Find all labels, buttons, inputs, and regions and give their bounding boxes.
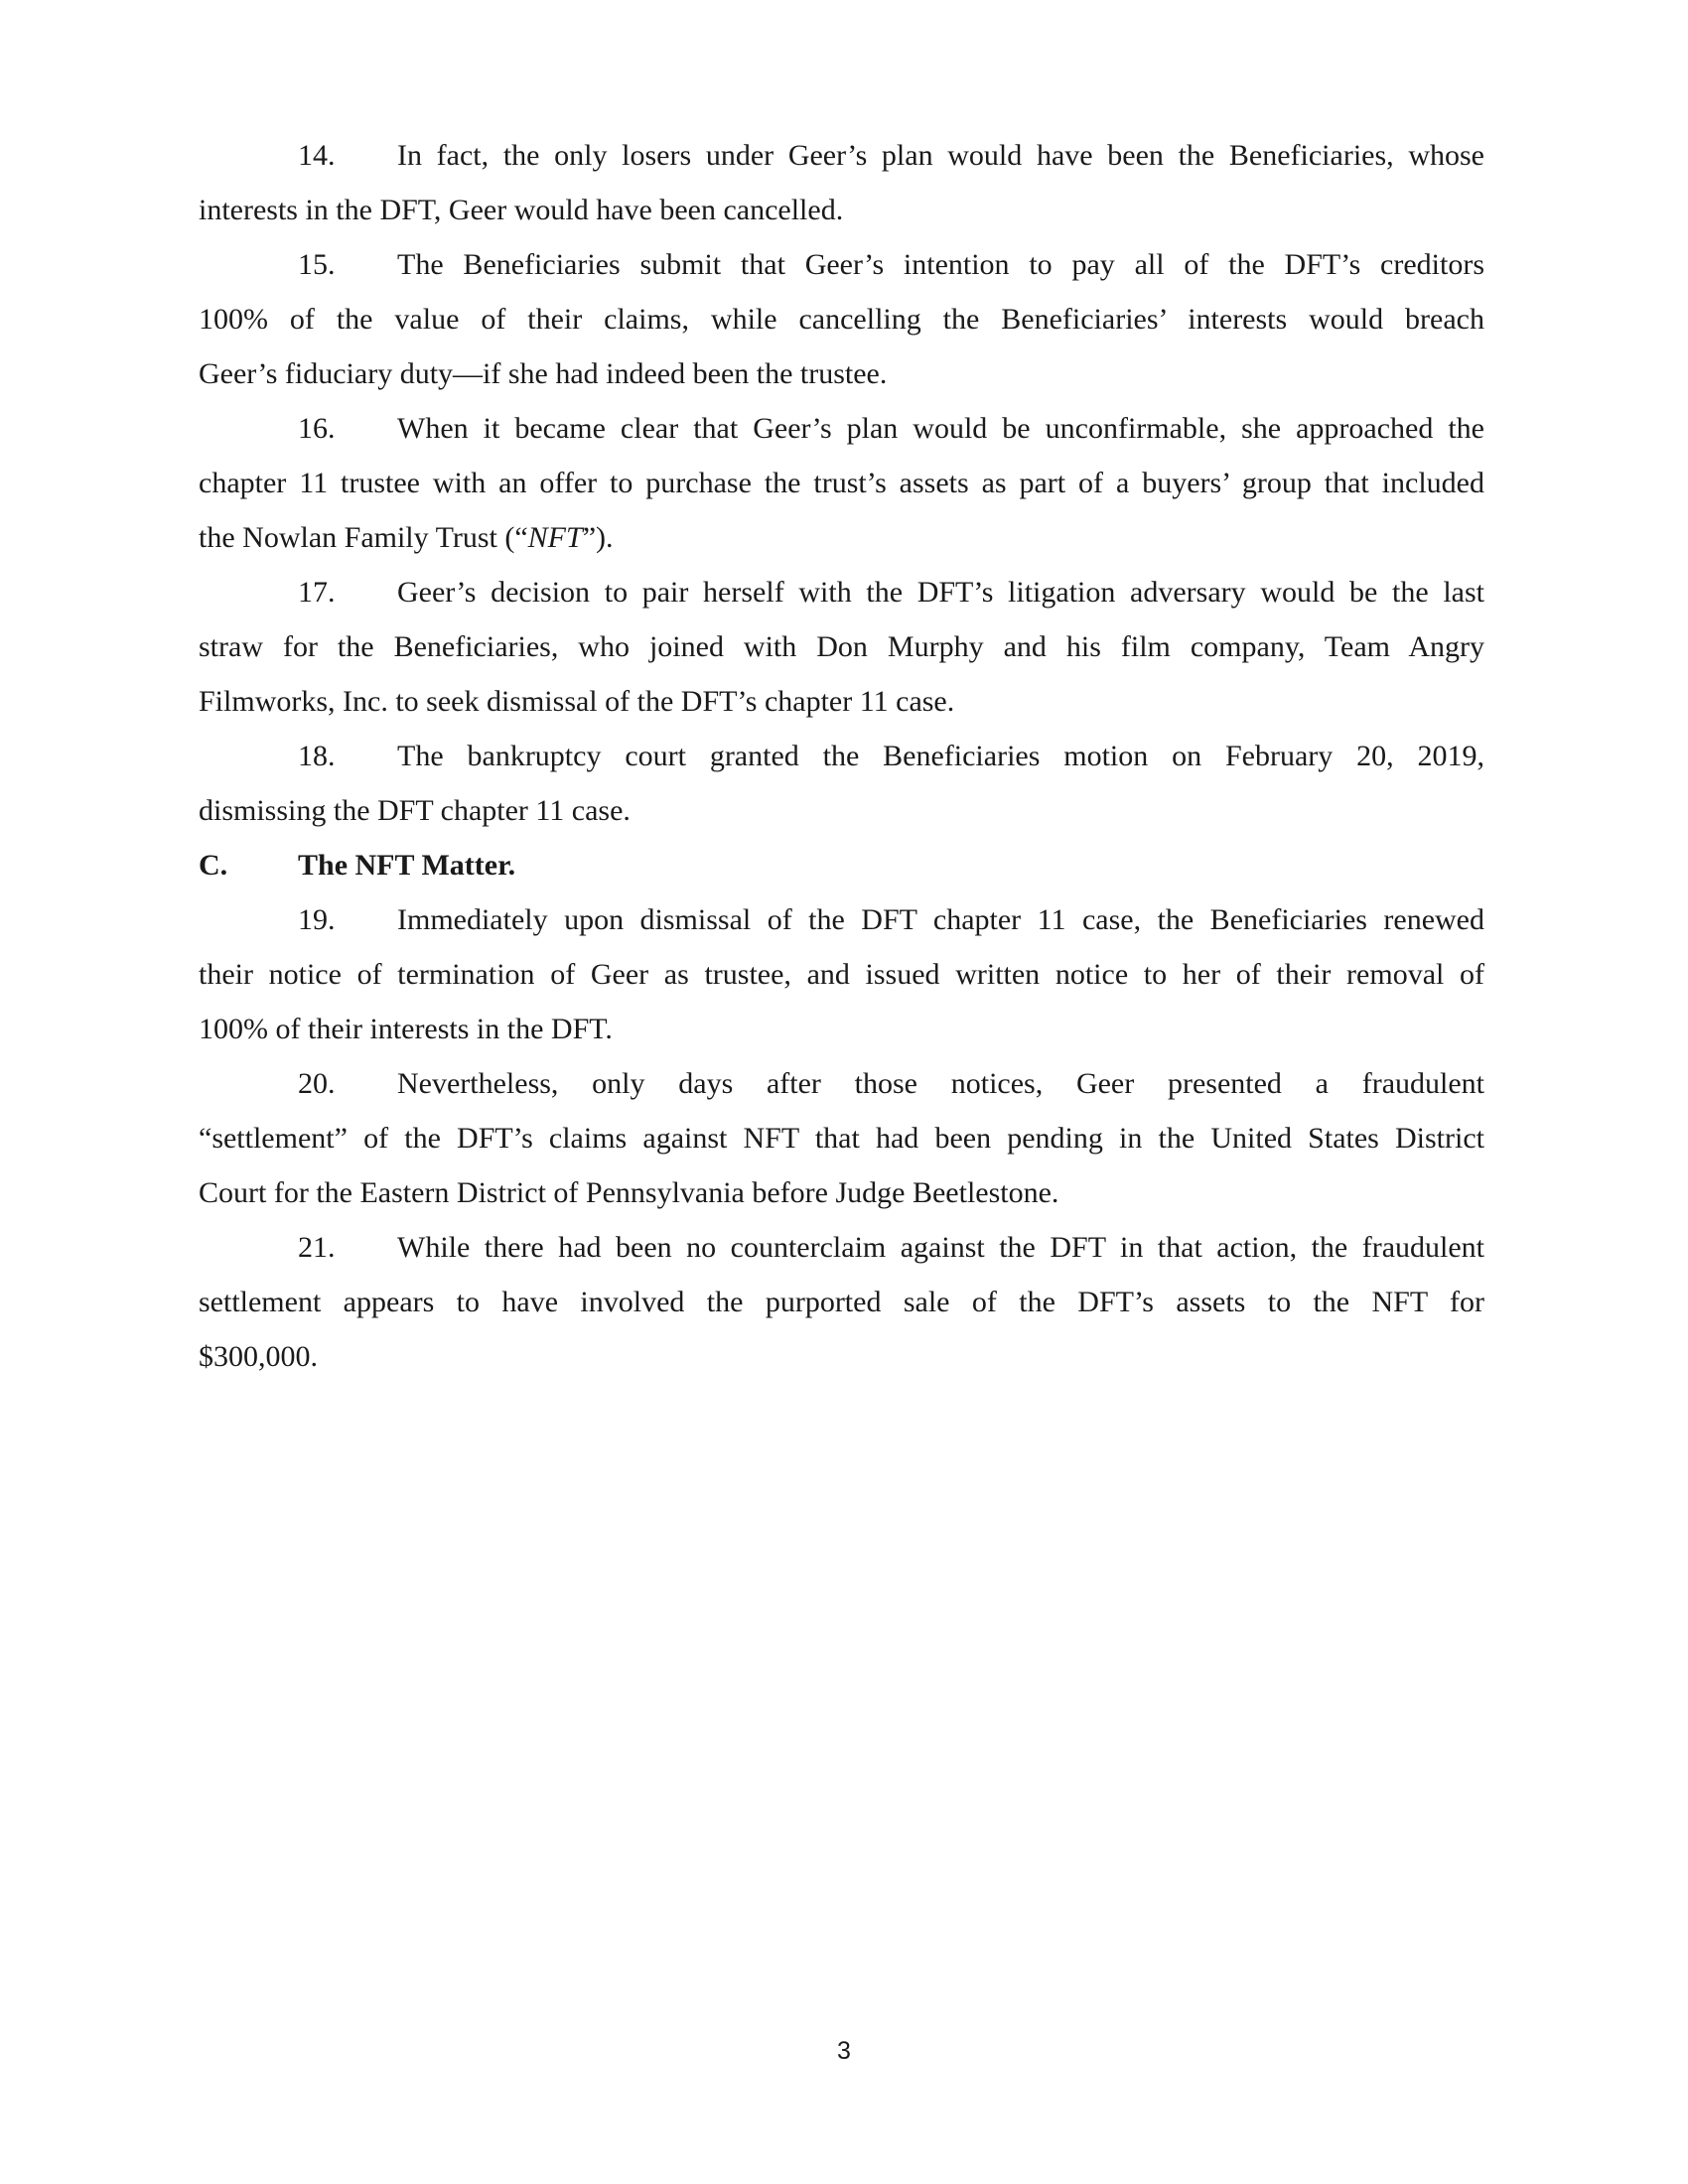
paragraph-line: Geer’s fiduciary duty—if she had indeed been the trustee. xyxy=(199,357,888,390)
paragraph-line: straw for the Beneficiaries, who joined with Don Murphy and his film company, Team Angry xyxy=(199,630,1484,663)
page-number: 3 xyxy=(837,2037,851,2065)
paragraph-line: 100% of the value of their claims, while cancelling the Beneficiaries’ interests would breach xyxy=(199,303,1484,336)
paragraph-number: 18. xyxy=(298,740,336,772)
paragraph-line: 15. The Beneficiaries submit that Geer’s intention to pay all of the DFT’s creditors xyxy=(298,243,1484,287)
section-letter: C. xyxy=(199,849,228,882)
paragraph-line: their notice of termination of Geer as trustee, and issued written notice to her of their removal of xyxy=(199,958,1484,991)
paragraph-line: 16. When it became clear that Geer’s plan would be unconfirmable, she approached the xyxy=(298,407,1484,451)
section-title: The NFT Matter. xyxy=(298,849,516,882)
paragraph-number: 21. xyxy=(298,1231,336,1264)
paragraph-line: Filmworks, Inc. to seek dismissal of the DFT’s chapter 11 case. xyxy=(199,685,955,718)
paragraph-number: 19. xyxy=(298,903,336,936)
paragraph-line: dismissing the DFT chapter 11 case. xyxy=(199,794,631,827)
paragraph-line: interests in the DFT, Geer would have been cancelled. xyxy=(199,194,844,226)
paragraph-line: $300,000. xyxy=(199,1340,318,1373)
paragraph-line: “settlement” of the DFT’s claims against NFT that had been pending in the United States District xyxy=(199,1122,1484,1155)
paragraph-number: 14. xyxy=(298,139,336,172)
paragraph-number: 20. xyxy=(298,1067,336,1100)
paragraph-line: Court for the Eastern District of Pennsylvania before Judge Beetlestone. xyxy=(199,1176,1059,1209)
paragraph-line: the Nowlan Family Trust (“NFT”). xyxy=(199,521,614,554)
section-heading xyxy=(199,844,515,887)
paragraph-number: 16. xyxy=(298,412,336,445)
paragraph-line: chapter 11 trustee with an offer to purchase the trust’s assets as part of a buyers’ group that included xyxy=(199,467,1484,499)
paragraph-line: 14. In fact, the only losers under Geer’s plan would have been the Beneficiaries, whose xyxy=(298,134,1484,178)
paragraph-line: 100% of their interests in the DFT. xyxy=(199,1013,613,1045)
paragraph-line: settlement appears to have involved the purported sale of the DFT’s assets to the NFT for xyxy=(199,1286,1484,1318)
paragraph-line: 18. The bankruptcy court granted the Beneficiaries motion on February 20, 2019, xyxy=(298,735,1484,778)
paragraph-line: 21. While there had been no counterclaim against the DFT in that action, the fraudulent xyxy=(298,1226,1484,1270)
paragraph-number: 15. xyxy=(298,248,336,281)
paragraph-number: 17. xyxy=(298,576,336,609)
paragraph-line: 20. Nevertheless, only days after those notices, Geer presented a fraudulent xyxy=(298,1062,1484,1106)
paragraph-line: 19. Immediately upon dismissal of the DFT chapter 11 case, the Beneficiaries renewed xyxy=(298,898,1484,942)
paragraph-line: 17. Geer’s decision to pair herself with the DFT’s litigation adversary would be the last xyxy=(298,571,1484,614)
nft-defined-term: NFT xyxy=(527,521,583,554)
